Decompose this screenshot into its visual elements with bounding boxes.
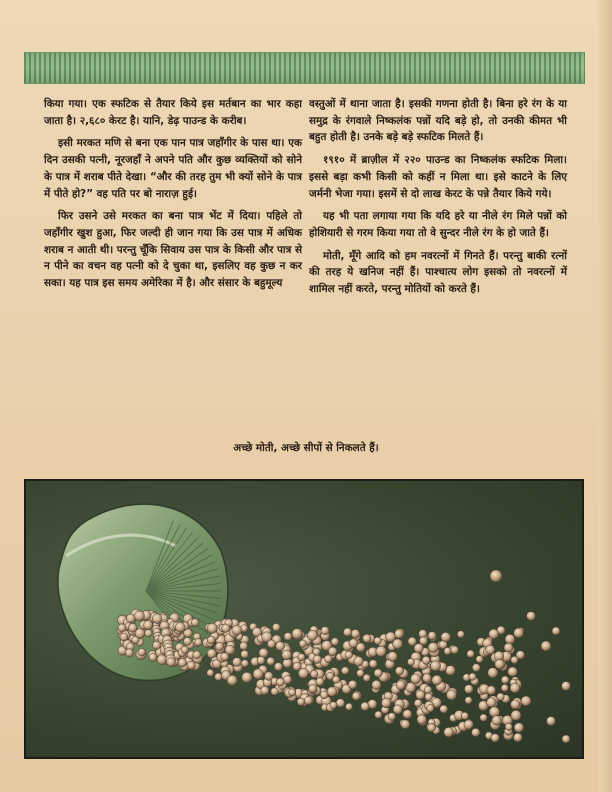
pearl	[187, 661, 195, 669]
pearl	[241, 650, 249, 658]
pearl	[386, 632, 396, 642]
pearl	[513, 733, 522, 742]
pearl	[396, 681, 405, 690]
pearl	[332, 676, 339, 683]
pearl	[167, 658, 176, 667]
pearl	[461, 712, 468, 719]
pearl	[428, 642, 438, 652]
pearl	[372, 680, 381, 689]
pearl	[274, 663, 282, 671]
pearl	[527, 612, 536, 621]
pearl	[299, 640, 306, 647]
pearl	[487, 698, 497, 708]
pearl	[562, 682, 571, 691]
pearl	[222, 624, 230, 632]
pearl	[451, 646, 459, 654]
pearl	[381, 698, 391, 708]
pearl	[178, 658, 187, 667]
left-column	[44, 96, 302, 298]
pearl	[232, 625, 242, 635]
pearl	[464, 720, 473, 729]
pearl-oyster-illustration	[24, 479, 584, 759]
pearl	[215, 673, 223, 681]
pearl	[403, 710, 412, 719]
pearl	[547, 717, 556, 726]
pearl	[307, 630, 317, 640]
pearl	[486, 645, 495, 654]
pearl	[516, 651, 525, 660]
pearl	[428, 632, 436, 640]
pearl	[374, 637, 382, 645]
pearl	[487, 686, 496, 695]
pearl	[388, 652, 398, 662]
pearl	[330, 702, 337, 709]
pearl	[489, 707, 499, 717]
pearl	[282, 650, 292, 660]
pearl	[242, 672, 252, 682]
pearl	[469, 673, 476, 680]
pearl	[388, 713, 396, 721]
pearl	[363, 674, 370, 681]
pearl	[464, 685, 473, 694]
page-edge	[598, 0, 612, 792]
pearl	[495, 659, 505, 669]
pearl	[432, 675, 442, 685]
paragraph: किया गया। एक स्फटिक से तैयार किये इस मर्तबान का भार कहा जाता है। २,६८० केरट है। यानि, डेढ़ पाउन्ड के करीब।	[44, 98, 302, 127]
pearl	[395, 630, 404, 639]
pearl	[467, 650, 475, 658]
paragraph: १९१० में ब्राज़ील में २२० पाउन्ड का निष्कलंक स्फटिक मिला। इससे बड़ा कभी किसी को कहीं न मिला था। इसे काटने के लिए जर्मनी भेजा गया। इसमें से दो लाख केरट के पन्ने तैयार किये गये।	[309, 154, 567, 200]
pearl	[472, 664, 480, 672]
pearl	[511, 700, 520, 709]
pearl	[457, 631, 464, 638]
pearl	[374, 669, 382, 677]
pearl	[541, 641, 551, 651]
pearl	[313, 648, 320, 655]
pearl	[191, 619, 199, 627]
pearl	[284, 633, 292, 641]
pearl	[336, 699, 345, 708]
paragraph: मोती, मूँगे आदि को हम नवरत्नों में गिनते हैं। परन्तु बाकी रत्नों की तरह ये खनिज नहीं हैं। पाश्चात्य लोग इसको तो नवरत्नों में शामिल नहीं करते, परन्तु मोतियों को करते हैं।	[309, 249, 567, 296]
pearl	[297, 698, 305, 706]
pearl	[272, 623, 280, 631]
pearl	[232, 658, 241, 667]
pearl	[152, 614, 162, 624]
pearl	[215, 642, 223, 650]
pearl	[175, 622, 185, 632]
illustration-caption: अच्छे मोती, अच्छे सीपों से निकलते हैं।	[233, 442, 379, 454]
pearl	[395, 667, 403, 675]
pearl	[424, 686, 432, 694]
pearl	[153, 641, 161, 649]
pearl	[118, 624, 126, 632]
pearl	[354, 657, 364, 667]
pearl	[440, 705, 448, 713]
pearl	[195, 639, 202, 646]
pearl	[310, 670, 318, 678]
pearl	[414, 699, 422, 707]
pearl	[343, 628, 351, 636]
pearl	[259, 648, 268, 657]
pearl	[207, 649, 216, 658]
right-column	[309, 96, 567, 304]
pearl	[427, 704, 435, 712]
pearl	[416, 690, 425, 699]
pearl	[207, 669, 214, 676]
pearl	[401, 720, 410, 729]
pearl	[491, 734, 499, 742]
illustration-drawing	[26, 481, 582, 757]
pearl	[240, 642, 248, 650]
pearl	[207, 623, 217, 633]
pearl	[430, 661, 440, 671]
pearl	[465, 697, 472, 704]
pearl	[331, 638, 339, 646]
paragraph: वस्तुओं में थाना जाता है। इसकी गणना होती है। बिना हरे रंग के या समुद्र के रंगवाले निष्कलंक पन्नों यदि बड़े हो, तो उनकी कीमत भी बहुत होती है। उनके बड़े बड़े स्फटिक मिलते हैं।	[309, 98, 567, 144]
decorative-border-band	[24, 52, 585, 84]
pearl	[125, 649, 133, 657]
paragraph: इसी मरकत मणि से बना एक पान पात्र जहाँगीर के पास था। एक दिन उसकी पत्नी, नूरजहाँ ने अपने पति और कुछ व्यक्तियों को सोने के पात्र में शराब पीते देखा। “और की तरह तुम भी क्यों सोने के पात्र में पीते हो?” वह पति पर बो नाराज़ हुई।	[44, 137, 302, 200]
pearl	[361, 702, 370, 711]
pearl	[227, 675, 237, 685]
pearl	[138, 648, 146, 656]
pearl	[267, 657, 275, 665]
pearl	[363, 634, 371, 642]
pearl	[321, 627, 329, 635]
pearl	[375, 711, 382, 718]
pearl	[444, 727, 454, 737]
pearl	[261, 686, 269, 694]
pearl	[504, 643, 513, 652]
pearl	[134, 611, 144, 621]
pearl	[352, 692, 360, 700]
pearl	[505, 723, 512, 730]
pearl	[126, 614, 135, 623]
pearl	[505, 634, 515, 644]
pearl	[289, 689, 296, 696]
pearl	[193, 651, 201, 659]
pearl	[490, 570, 502, 582]
pearl	[265, 672, 274, 681]
pearl	[422, 656, 430, 664]
pearl	[304, 696, 312, 704]
pearl	[128, 623, 137, 632]
pearl	[341, 667, 349, 675]
pearl	[328, 647, 337, 656]
pearl	[345, 651, 353, 659]
pearl	[425, 693, 433, 701]
pearl	[393, 705, 402, 714]
pearl	[292, 629, 302, 639]
pearl	[376, 646, 386, 656]
pearl	[253, 669, 263, 679]
pearl	[145, 629, 153, 637]
pearl	[327, 687, 337, 697]
pearl	[324, 655, 332, 663]
pearl	[480, 714, 487, 721]
pearl	[271, 688, 279, 696]
pearl	[472, 728, 480, 736]
pearl	[446, 690, 456, 700]
pearl	[562, 735, 570, 743]
paragraph: यह भी पता लगाया गया कि यदि हरे या नीले रंग मिले पन्नों को होशियारी से गरम किया गया तो वे सुन्दर नीले रंग के हो जाते हैं।	[309, 210, 567, 239]
pearl	[514, 723, 524, 733]
pearl	[225, 645, 234, 654]
pearl	[511, 710, 521, 720]
pearl	[351, 629, 360, 638]
pearl	[298, 654, 305, 661]
pearl	[298, 668, 308, 678]
pearl	[427, 724, 435, 732]
pearl	[510, 683, 520, 693]
pearl	[369, 660, 377, 668]
pearl	[276, 678, 284, 686]
pearl	[120, 633, 128, 641]
pearl	[144, 621, 153, 630]
paragraph: फिर उसने उसे मरकत का बना पात्र भेंट में दिया। पहिले तो जहाँगीर खुश हुआ, फिर जल्दी ही जान गया कि उस पात्र में अधिक शराब न आती थी। परन्तु चूँकि सिवाय उस पात्र के किसी और पात्र से न पीने का वचन वह पत्नी को दे चुका था, इसलिए वह कुछ न कर सका। यह पात्र इस समय अमेरिका में है। और संसार के बहुमूल्य	[44, 210, 302, 290]
pearl	[267, 640, 275, 648]
pearl	[489, 629, 499, 639]
pearl	[407, 658, 414, 665]
pearl	[257, 656, 265, 664]
pearl	[417, 715, 427, 725]
pearl	[414, 644, 423, 653]
pearl	[501, 684, 508, 691]
pearl	[181, 646, 188, 653]
pearl	[441, 632, 451, 642]
pearl	[501, 676, 509, 684]
pearl	[357, 669, 365, 677]
pearl	[345, 703, 352, 710]
pearl	[313, 655, 321, 663]
pearl	[552, 627, 560, 635]
pearl	[356, 643, 365, 652]
pearl	[316, 678, 324, 686]
pearl	[514, 628, 524, 638]
pearl	[492, 716, 502, 726]
pearl	[309, 685, 317, 693]
pearl	[348, 680, 357, 689]
pearl	[488, 668, 498, 678]
pearl	[423, 674, 432, 683]
pearl	[207, 636, 215, 644]
pearl	[411, 674, 421, 684]
pearl	[276, 642, 285, 651]
pearl	[521, 696, 531, 706]
pearl	[508, 667, 518, 677]
pearl	[408, 637, 417, 646]
pearl	[184, 637, 192, 645]
